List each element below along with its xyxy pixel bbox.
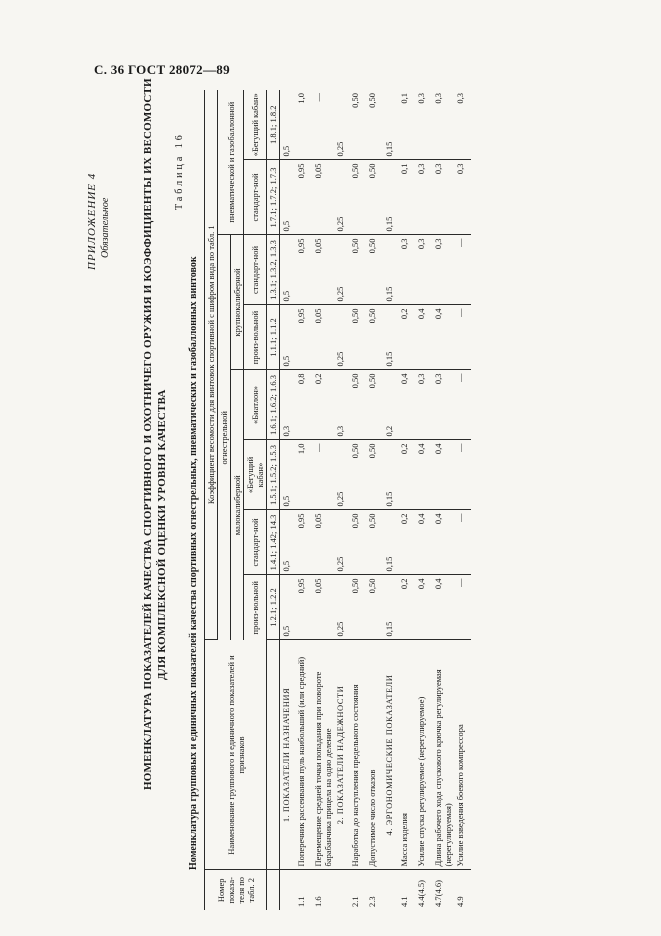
unit-coefficient: 0,4 bbox=[416, 308, 426, 320]
group-coefficient: 0,15 bbox=[384, 141, 394, 157]
value-cell bbox=[432, 440, 454, 510]
value-cell bbox=[415, 510, 432, 575]
unit-coefficient: 1,0 bbox=[296, 443, 306, 455]
unit-coefficient: 0,4 bbox=[416, 443, 426, 455]
unit-coefficient: 0,50 bbox=[367, 308, 377, 324]
unit-coefficient: 0,95 bbox=[296, 513, 306, 529]
value-cell bbox=[398, 305, 415, 370]
row-name: Усилие спуска регулируемое (нерегулируемое) bbox=[415, 640, 432, 870]
unit-coefficient: 0,50 bbox=[367, 578, 377, 594]
table-row bbox=[312, 90, 334, 910]
unit-coefficient: — bbox=[455, 513, 465, 522]
value-cell bbox=[366, 235, 383, 305]
unit-coefficient: 0,3 bbox=[433, 373, 443, 385]
value-cell bbox=[398, 510, 415, 575]
unit-coefficient: 0,3 bbox=[416, 163, 426, 175]
document-title-line1: НОМЕНКЛАТУРА ПОКАЗАТЕЛЕЙ КАЧЕСТВА СПОРТИВНОГО И ОХОТНИЧЕГО ОРУЖИЯ И КОЭФФИЦИЕНТЫ ИХ ВЕСОМОСТИ bbox=[142, 78, 154, 790]
value-cell bbox=[349, 510, 366, 575]
group-coefficient: 0,15 bbox=[384, 621, 394, 637]
unit-coefficient: 0,3 bbox=[433, 163, 443, 175]
col-header: «Бегущий кабан» bbox=[244, 90, 267, 160]
unit-coefficient: 0,8 bbox=[296, 373, 306, 385]
code-cell: 1.2.1; 1.2.2 bbox=[267, 575, 280, 640]
table-row bbox=[432, 90, 454, 910]
value-cell bbox=[415, 370, 432, 440]
value-cell bbox=[432, 90, 454, 160]
unit-coefficient: — bbox=[313, 92, 323, 102]
section-row bbox=[280, 90, 296, 910]
unit-coefficient: 0,3 bbox=[433, 238, 443, 250]
value-cell bbox=[334, 510, 349, 575]
row-name: Перемещение средней точки попадания при повороте барабанчика прицела на одно деление bbox=[312, 640, 334, 870]
col-header: произ-вольной bbox=[244, 575, 267, 640]
value-cell bbox=[366, 305, 383, 370]
value-cell bbox=[334, 370, 349, 440]
unit-coefficient: — bbox=[455, 238, 465, 247]
value-cell bbox=[334, 575, 349, 640]
unit-coefficient: 0,05 bbox=[313, 513, 323, 529]
row-number: 1.1 bbox=[296, 896, 306, 907]
value-cell bbox=[295, 510, 312, 575]
unit-coefficient: 0,3 bbox=[416, 238, 426, 250]
unit-coefficient: 0,3 bbox=[416, 373, 426, 385]
group-coefficient: 0,15 bbox=[384, 556, 394, 572]
value-cell bbox=[432, 575, 454, 640]
unit-coefficient: 0,4 bbox=[433, 578, 443, 590]
code-cell: 1.7.1; 1.7.2; 1.7.3 bbox=[267, 160, 280, 235]
value-cell bbox=[398, 575, 415, 640]
value-cell bbox=[312, 575, 334, 640]
value-cell bbox=[280, 510, 296, 575]
unit-coefficient: 0,05 bbox=[313, 308, 323, 324]
unit-coefficient: 0,3 bbox=[455, 92, 465, 104]
row-name: Допустимое число отказов bbox=[366, 640, 383, 870]
value-cell bbox=[454, 370, 471, 440]
unit-coefficient: 0,50 bbox=[367, 373, 377, 389]
value-cell bbox=[366, 510, 383, 575]
rotated-page-content bbox=[76, 78, 596, 910]
value-cell bbox=[415, 440, 432, 510]
header-pneu: пневматической и газобаллонной bbox=[218, 90, 244, 235]
col-header: произ-вольной bbox=[244, 305, 267, 370]
unit-coefficient: 0,2 bbox=[399, 308, 409, 320]
row-name: Масса изделия bbox=[398, 640, 415, 870]
unit-coefficient: 0,1 bbox=[399, 92, 409, 104]
value-cell bbox=[415, 235, 432, 305]
value-cell bbox=[415, 305, 432, 370]
group-coefficient: 0,25 bbox=[335, 216, 345, 232]
header-coef: Коэффициент весомости для винтовок спортивной с шифром вида по табл. 1 bbox=[205, 90, 218, 640]
group-coefficient: 0,3 bbox=[281, 425, 291, 437]
group-coefficient: 0,15 bbox=[384, 216, 394, 232]
value-cell bbox=[280, 305, 296, 370]
value-cell bbox=[454, 575, 471, 640]
col-header: стандарт-ной bbox=[244, 510, 267, 575]
document-title-line2: ДЛЯ КОМПЛЕКСНОЙ ОЦЕНКИ УРОВНЯ КАЧЕСТВА bbox=[156, 389, 168, 680]
value-cell bbox=[349, 160, 366, 235]
value-cell bbox=[454, 90, 471, 160]
value-cell bbox=[383, 575, 398, 640]
value-cell bbox=[312, 90, 334, 160]
value-cell bbox=[312, 510, 334, 575]
section-label: 1. ПОКАЗАТЕЛИ НАЗНАЧЕНИЯ bbox=[280, 640, 296, 870]
value-cell bbox=[366, 575, 383, 640]
value-cell bbox=[349, 235, 366, 305]
value-cell bbox=[454, 160, 471, 235]
header-small: малокалиберной bbox=[231, 370, 244, 640]
unit-coefficient: 0,3 bbox=[399, 238, 409, 250]
table-row bbox=[295, 90, 312, 910]
value-cell bbox=[383, 90, 398, 160]
value-cell bbox=[280, 440, 296, 510]
table-row bbox=[454, 90, 471, 910]
row-number: 4.4(4.5) bbox=[416, 880, 426, 907]
value-cell bbox=[366, 440, 383, 510]
value-cell bbox=[454, 440, 471, 510]
unit-coefficient: 0,05 bbox=[313, 238, 323, 254]
unit-coefficient: 0,05 bbox=[313, 163, 323, 179]
row-name: Длина рабочего хода спускового крючка регулируемая (нерегулируемая) bbox=[432, 640, 454, 870]
value-cell bbox=[383, 235, 398, 305]
row-number bbox=[383, 870, 398, 910]
table-row bbox=[398, 90, 415, 910]
unit-coefficient: 0,05 bbox=[313, 578, 323, 594]
value-cell bbox=[312, 160, 334, 235]
value-cell bbox=[334, 235, 349, 305]
code-cell: 1.8.1; 1.8.2 bbox=[267, 90, 280, 160]
table-row bbox=[366, 90, 383, 910]
unit-coefficient: 1,0 bbox=[296, 92, 306, 104]
unit-coefficient: 0,95 bbox=[296, 163, 306, 179]
value-cell bbox=[334, 160, 349, 235]
value-cell bbox=[349, 305, 366, 370]
unit-coefficient: 0,95 bbox=[296, 308, 306, 324]
appendix-status: Обязательное bbox=[100, 197, 111, 258]
unit-coefficient: — bbox=[313, 443, 323, 452]
row-number: 2.1 bbox=[350, 896, 360, 907]
value-cell bbox=[280, 370, 296, 440]
value-cell bbox=[398, 370, 415, 440]
value-cell bbox=[432, 305, 454, 370]
header-fire: огнестрельной bbox=[218, 235, 231, 640]
unit-coefficient: 0,95 bbox=[296, 238, 306, 254]
value-cell bbox=[454, 510, 471, 575]
code-cell: 1.5.1; 1.5.2; 1.5.3 bbox=[267, 440, 280, 510]
value-cell bbox=[398, 90, 415, 160]
appendix-label: ПРИЛОЖЕНИЕ 4 bbox=[86, 172, 98, 270]
value-cell bbox=[366, 90, 383, 160]
group-coefficient: 0,25 bbox=[335, 556, 345, 572]
row-name: Усилие взведения боевого компрессора bbox=[454, 640, 471, 870]
group-coefficient: 0,2 bbox=[384, 425, 394, 437]
value-cell bbox=[398, 160, 415, 235]
group-coefficient: 0,5 bbox=[281, 220, 291, 232]
value-cell bbox=[454, 235, 471, 305]
value-cell bbox=[334, 440, 349, 510]
value-cell bbox=[432, 160, 454, 235]
unit-coefficient: 0,4 bbox=[433, 308, 443, 320]
value-cell bbox=[366, 160, 383, 235]
value-cell bbox=[432, 370, 454, 440]
unit-coefficient: 0,50 bbox=[367, 443, 377, 459]
unit-coefficient: 0,3 bbox=[433, 92, 443, 104]
unit-coefficient: 0,3 bbox=[416, 92, 426, 104]
value-cell bbox=[295, 370, 312, 440]
row-number: 4.1 bbox=[399, 896, 409, 907]
group-coefficient: 0,25 bbox=[335, 491, 345, 507]
value-cell bbox=[432, 510, 454, 575]
value-cell bbox=[366, 370, 383, 440]
value-cell bbox=[349, 90, 366, 160]
group-coefficient: 0,25 bbox=[335, 286, 345, 302]
row-name: Поперечник рассеивания пуль наибольший (или средний) bbox=[295, 640, 312, 870]
row-number bbox=[280, 870, 296, 910]
value-cell bbox=[334, 90, 349, 160]
value-cell bbox=[334, 305, 349, 370]
unit-coefficient: 0,50 bbox=[350, 578, 360, 594]
unit-coefficient: 0,4 bbox=[399, 373, 409, 385]
value-cell bbox=[349, 440, 366, 510]
section-row bbox=[334, 90, 349, 910]
header-num: Номер показа-теля по табл. 2 bbox=[205, 870, 267, 910]
value-cell bbox=[383, 440, 398, 510]
group-coefficient: 0,15 bbox=[384, 286, 394, 302]
unit-coefficient: 0,2 bbox=[399, 443, 409, 455]
unit-coefficient: 0,50 bbox=[350, 163, 360, 179]
group-coefficient: 0,25 bbox=[335, 621, 345, 637]
value-cell bbox=[312, 305, 334, 370]
unit-coefficient: 0,50 bbox=[350, 92, 360, 108]
value-cell bbox=[280, 160, 296, 235]
header-name: Наименование группового и единичного показателей и признаков bbox=[205, 640, 267, 870]
group-coefficient: 0,25 bbox=[335, 141, 345, 157]
unit-coefficient: 0,50 bbox=[367, 513, 377, 529]
group-coefficient: 0,5 bbox=[281, 355, 291, 367]
value-cell bbox=[415, 160, 432, 235]
unit-coefficient: 0,3 bbox=[455, 163, 465, 175]
unit-coefficient: 0,50 bbox=[350, 513, 360, 529]
code-cell: 1.6.1; 1.6.2; 1.6.3 bbox=[267, 370, 280, 440]
page-header: С. 36 ГОСТ 28072—89 bbox=[94, 62, 230, 77]
unit-coefficient: 0,1 bbox=[399, 163, 409, 175]
group-coefficient: 0,15 bbox=[384, 351, 394, 367]
unit-coefficient: 0,50 bbox=[367, 163, 377, 179]
group-coefficient: 0,3 bbox=[335, 425, 345, 437]
value-cell bbox=[280, 235, 296, 305]
unit-coefficient: — bbox=[455, 373, 465, 382]
value-cell bbox=[415, 90, 432, 160]
unit-coefficient: 0,2 bbox=[313, 373, 323, 385]
unit-coefficient: — bbox=[455, 578, 465, 587]
unit-coefficient: 0,50 bbox=[350, 373, 360, 389]
col-header: «Биатлон» bbox=[244, 370, 267, 440]
unit-coefficient: 0,2 bbox=[399, 578, 409, 590]
value-cell bbox=[280, 575, 296, 640]
unit-coefficient: 0,4 bbox=[416, 513, 426, 525]
table-row bbox=[415, 90, 432, 910]
code-cell: 1.1.1; 1.1.2 bbox=[267, 305, 280, 370]
value-cell bbox=[280, 90, 296, 160]
value-cell bbox=[398, 440, 415, 510]
row-number: 1.6 bbox=[313, 896, 323, 907]
row-number: 2.3 bbox=[367, 896, 377, 907]
unit-coefficient: 0,95 bbox=[296, 578, 306, 594]
unit-coefficient: 0,50 bbox=[367, 92, 377, 108]
value-cell bbox=[432, 235, 454, 305]
header-large: крупнокалиберной bbox=[231, 235, 244, 370]
row-number: 4.9 bbox=[455, 896, 465, 907]
section-row bbox=[383, 90, 398, 910]
col-header: «Бегущий кабан» bbox=[244, 440, 267, 510]
unit-coefficient: 0,2 bbox=[399, 513, 409, 525]
group-coefficient: 0,5 bbox=[281, 145, 291, 157]
coefficients-table bbox=[204, 90, 471, 910]
table-title: Номенклатура групповых и единичных показателей качества спортивных огнестрельных, пневматических и газобаллонных винтовок bbox=[188, 256, 199, 870]
unit-coefficient: 0,50 bbox=[350, 308, 360, 324]
value-cell bbox=[398, 235, 415, 305]
row-number bbox=[334, 870, 349, 910]
value-cell bbox=[312, 235, 334, 305]
value-cell bbox=[349, 370, 366, 440]
section-label: 2. ПОКАЗАТЕЛИ НАДЕЖНОСТИ bbox=[334, 640, 349, 870]
value-cell bbox=[312, 370, 334, 440]
value-cell bbox=[383, 305, 398, 370]
unit-coefficient: 0,50 bbox=[367, 238, 377, 254]
table-label: Таблица 16 bbox=[174, 132, 185, 210]
unit-coefficient: 0,50 bbox=[350, 238, 360, 254]
group-coefficient: 0,15 bbox=[384, 491, 394, 507]
row-number: 4.7(4.6) bbox=[433, 880, 443, 907]
group-coefficient: 0,5 bbox=[281, 625, 291, 637]
group-coefficient: 0,25 bbox=[335, 351, 345, 367]
code-cell: 1.4.1; 1.42; 14.3 bbox=[267, 510, 280, 575]
table-row bbox=[349, 90, 366, 910]
code-cell: 1.3.1; 1.3.2, 1.3.3 bbox=[267, 235, 280, 305]
value-cell bbox=[295, 575, 312, 640]
value-cell bbox=[295, 440, 312, 510]
unit-coefficient: 0,50 bbox=[350, 443, 360, 459]
row-name: Наработка до наступления предельного состояния bbox=[349, 640, 366, 870]
value-cell bbox=[383, 370, 398, 440]
unit-coefficient: — bbox=[455, 308, 465, 317]
value-cell bbox=[295, 160, 312, 235]
group-coefficient: 0,5 bbox=[281, 290, 291, 302]
group-coefficient: 0,5 bbox=[281, 495, 291, 507]
value-cell bbox=[295, 305, 312, 370]
value-cell bbox=[295, 90, 312, 160]
value-cell bbox=[349, 575, 366, 640]
value-cell bbox=[415, 575, 432, 640]
col-header: стандарт-ной bbox=[244, 160, 267, 235]
group-coefficient: 0,5 bbox=[281, 560, 291, 572]
unit-coefficient: 0,4 bbox=[416, 578, 426, 590]
unit-coefficient: — bbox=[455, 443, 465, 452]
value-cell bbox=[383, 160, 398, 235]
section-label: 4. ЭРГОНОМИЧЕСКИЕ ПОКАЗАТЕЛИ bbox=[383, 640, 398, 870]
value-cell bbox=[312, 440, 334, 510]
value-cell bbox=[383, 510, 398, 575]
unit-coefficient: 0,4 bbox=[433, 513, 443, 525]
value-cell bbox=[454, 305, 471, 370]
value-cell bbox=[295, 235, 312, 305]
unit-coefficient: 0,4 bbox=[433, 443, 443, 455]
col-header: стандарт-ной bbox=[244, 235, 267, 305]
